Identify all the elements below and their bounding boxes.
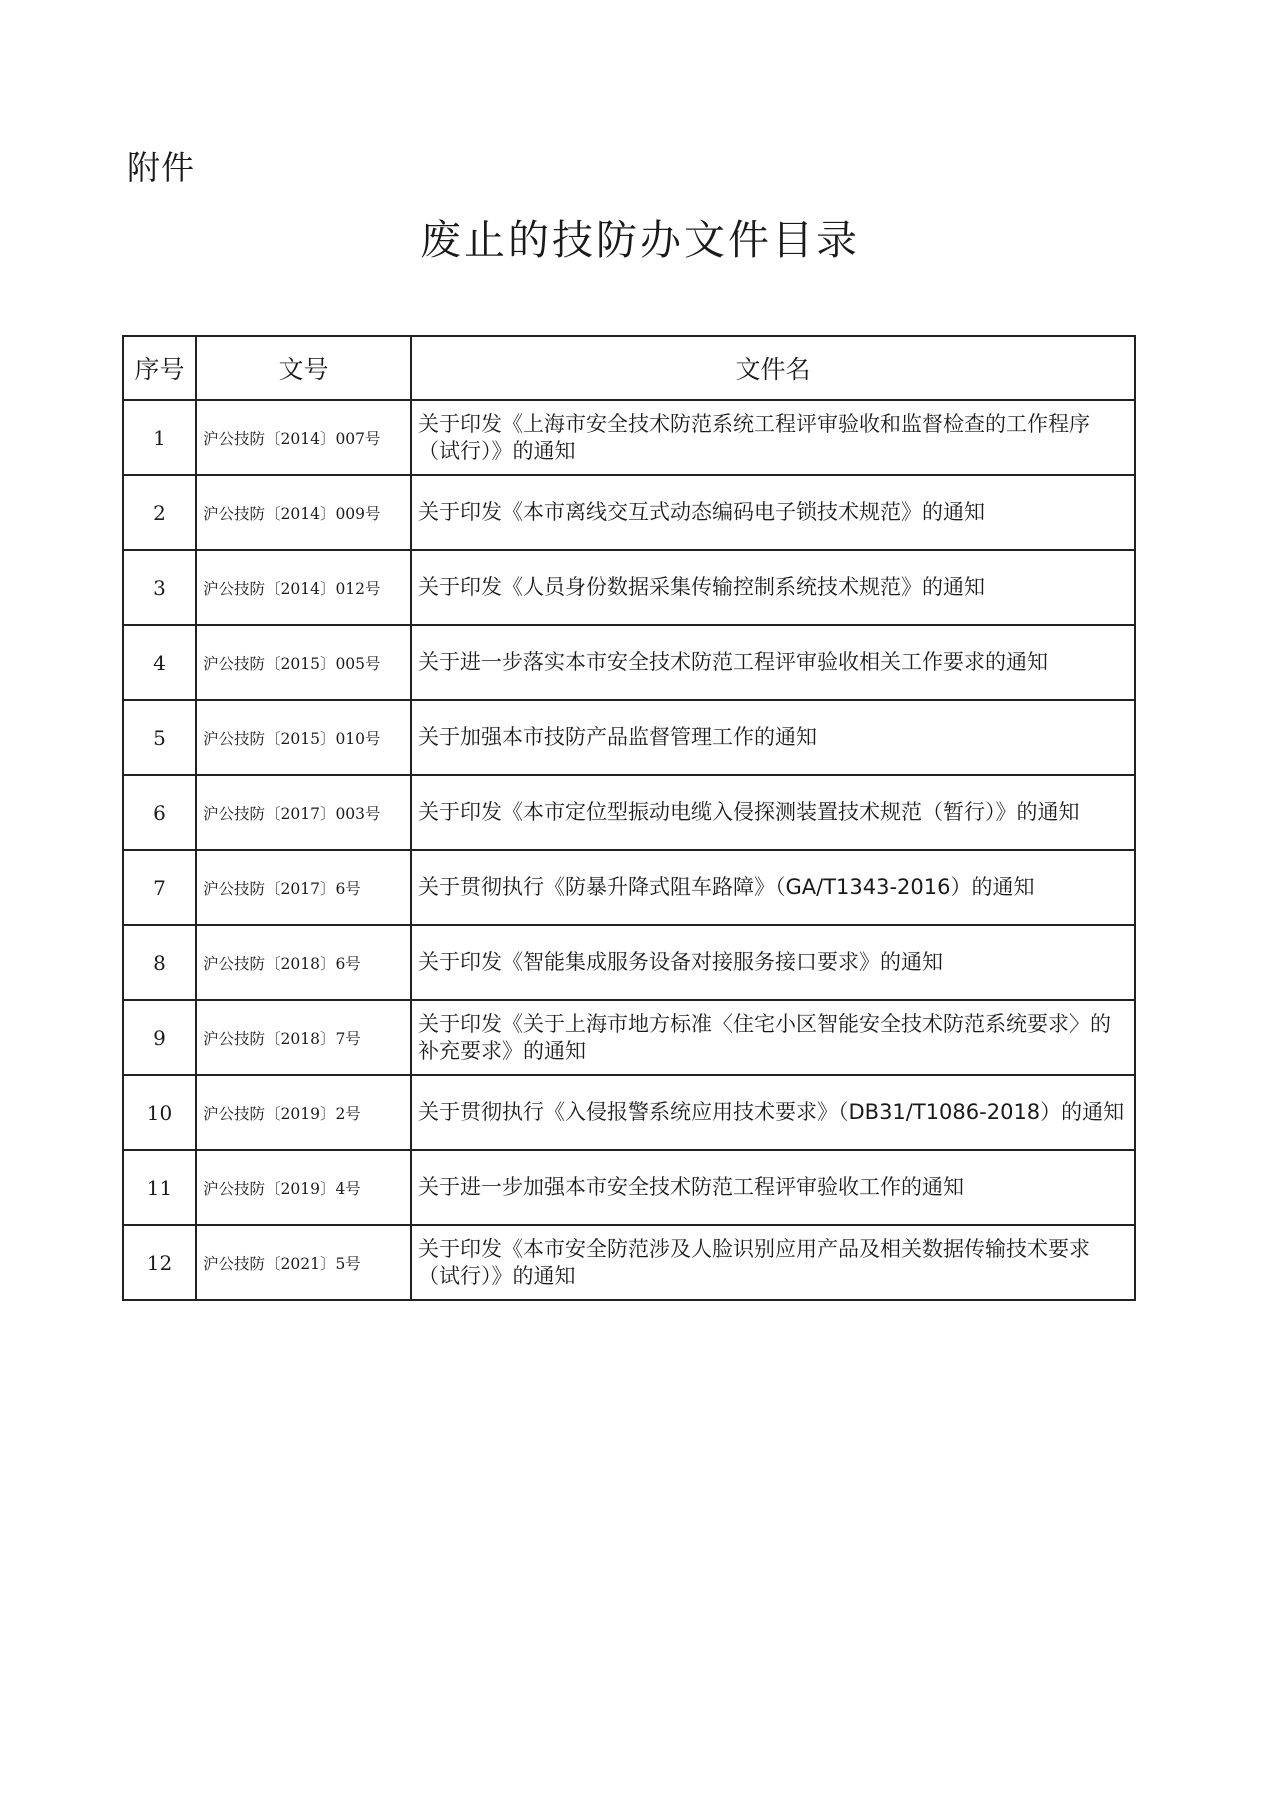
row-ref: 沪公技防〔2015〕005号 [196,625,411,700]
table-row [123,400,1135,475]
row-name: 关于印发《人员身份数据采集传输控制系统技术规范》的通知 [411,550,1135,625]
table-row [123,475,1135,550]
header-name: 文件名 [411,336,1135,400]
table-row [123,1150,1135,1225]
row-no: 11 [123,1150,196,1225]
table-row [123,1000,1135,1075]
row-no: 12 [123,1225,196,1300]
row-name: 关于印发《上海市安全技术防范系统工程评审验收和监督检查的工作程序（试行）》的通知 [411,400,1135,475]
row-no: 3 [123,550,196,625]
table-row [123,1075,1135,1150]
table-row [123,700,1135,775]
row-no: 1 [123,400,196,475]
header-ref: 文号 [196,336,411,400]
row-no: 2 [123,475,196,550]
row-no: 5 [123,700,196,775]
table-row [123,775,1135,850]
row-name: 关于进一步落实本市安全技术防范工程评审验收相关工作要求的通知 [411,625,1135,700]
table-row [123,550,1135,625]
row-ref: 沪公技防〔2021〕5号 [196,1225,411,1300]
table-row [123,625,1135,700]
table-row [123,925,1135,1000]
row-ref: 沪公技防〔2017〕003号 [196,775,411,850]
row-no: 8 [123,925,196,1000]
row-ref: 沪公技防〔2019〕4号 [196,1150,411,1225]
row-ref: 沪公技防〔2015〕010号 [196,700,411,775]
row-name: 关于印发《本市安全防范涉及人脸识别应用产品及相关数据传输技术要求（试行）》的通知 [411,1225,1135,1300]
table-row [123,850,1135,925]
row-no: 4 [123,625,196,700]
row-name: 关于印发《关于上海市地方标准〈住宅小区智能安全技术防范系统要求〉的补充要求》的通知 [411,1000,1135,1075]
row-name: 关于进一步加强本市安全技术防范工程评审验收工作的通知 [411,1150,1135,1225]
row-name: 关于加强本市技防产品监督管理工作的通知 [411,700,1135,775]
abolished-documents-table [122,335,1136,1301]
page-title: 废止的技防办文件目录 [420,216,860,264]
row-ref: 沪公技防〔2019〕2号 [196,1075,411,1150]
row-ref: 沪公技防〔2014〕007号 [196,400,411,475]
row-ref: 沪公技防〔2017〕6号 [196,850,411,925]
row-no: 7 [123,850,196,925]
table-row [123,1225,1135,1300]
row-name: 关于贯彻执行《防暴升降式阻车路障》（GA/T1343-2016）的通知 [411,850,1135,925]
row-no: 9 [123,1000,196,1075]
row-no: 10 [123,1075,196,1150]
table-header-row [123,336,1135,400]
row-name: 关于贯彻执行《入侵报警系统应用技术要求》（DB31/T1086-2018）的通知 [411,1075,1135,1150]
header-no: 序号 [123,336,196,400]
row-ref: 沪公技防〔2014〕009号 [196,475,411,550]
row-name: 关于印发《智能集成服务设备对接服务接口要求》的通知 [411,925,1135,1000]
row-name: 关于印发《本市定位型振动电缆入侵探测装置技术规范（暂行）》的通知 [411,775,1135,850]
attachment-label: 附件 [127,148,195,187]
row-no: 6 [123,775,196,850]
row-ref: 沪公技防〔2014〕012号 [196,550,411,625]
row-ref: 沪公技防〔2018〕7号 [196,1000,411,1075]
row-name: 关于印发《本市离线交互式动态编码电子锁技术规范》的通知 [411,475,1135,550]
row-ref: 沪公技防〔2018〕6号 [196,925,411,1000]
